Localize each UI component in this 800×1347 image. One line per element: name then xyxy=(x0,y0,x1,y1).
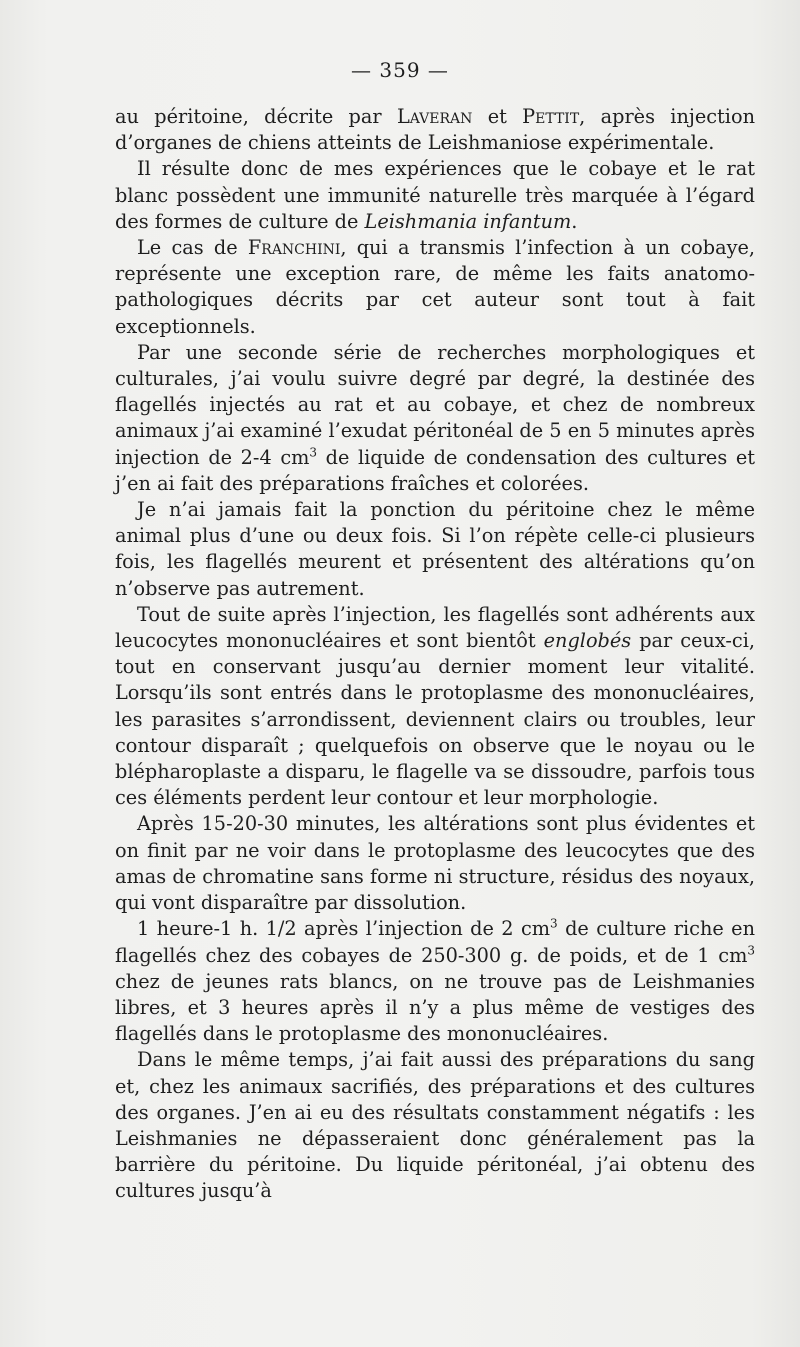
author-name: Pettit xyxy=(522,105,580,128)
paragraph xyxy=(115,235,755,340)
italic-term: Leishmania infantum xyxy=(364,209,572,233)
superscript: 3 xyxy=(747,943,755,958)
author-name: Franchini xyxy=(247,236,341,260)
italic-term: englobés xyxy=(543,629,632,653)
paragraph xyxy=(115,811,755,916)
text-run: Dans le même temps, j’ai fait aussi des préparations du sang et, chez les animaux sacrifiés, des préparations et des cultures des organes. J’en ai eu des résultats constamment négatifs : les Leishmanies ne dépasseraient donc généralement pas la barrière du péritoine. Du liquide péritonéal, j’ai obtenu des cultures jusqu’à xyxy=(115,1048,755,1203)
text-run: chez de jeunes rats blancs, on ne trouve pas de Leishmanies libres, et 3 heures après il n’y a plus même de vestiges des flagellés dans le protoplasme des mononucléaires. xyxy=(115,969,755,1046)
text-run: , après injection d’organes de chiens atteints de Leishmaniose expérimentale. xyxy=(115,105,755,155)
paragraph xyxy=(115,1047,755,1204)
paragraph xyxy=(115,104,755,156)
superscript: 3 xyxy=(550,916,558,931)
text-run: de liquide de condensation des cultures et j’en ai fait des préparations fraîches et colorées. xyxy=(115,445,755,495)
paragraph xyxy=(115,340,755,497)
text-run: Par une seconde série de recherches morphologiques et culturales, j’ai voulu suivre degré par degré, la destinée des flagellés injectés au rat et au cobaye, et chez de nombreux animaux j’ai examiné l’exudat péritonéal de 5 en 5 minutes après injection de 2-4 cm xyxy=(115,340,755,469)
text-run: par ceux-ci, tout en conservant jusqu’au dernier moment leur vitalité. Lorsqu’ils sont entrés dans le protoplasme des mononucléaires, les parasites s’arrondissent, deviennent clairs ou troubles, leur contour disparaît ; quelquefois on observe que le noyau ou le blépharoplaste a disparu, le flagelle va se dissoudre, parfois tous ces éléments perdent leur contour et leur morphologie. xyxy=(115,629,755,810)
text-run: de culture riche en flagellés chez des cobayes de 250-300 g. de poids, et de 1 cm xyxy=(115,917,755,967)
paragraph xyxy=(115,156,755,235)
body-text xyxy=(115,104,755,1205)
paragraph xyxy=(115,916,755,1047)
text-run: au péritoine, décrite par xyxy=(115,105,397,128)
page-number: — 359 — xyxy=(351,58,449,82)
text-run: Je n’ai jamais fait la ponction du péritoine chez le même animal plus d’une ou deux fois. Si l’on répète celle-ci plusieurs fois, les flagellés meurent et présentent des altérations qu’on n’observe pas autrement. xyxy=(115,498,755,600)
superscript: 3 xyxy=(309,445,318,460)
paragraph xyxy=(115,602,755,812)
text-run: , qui a transmis l’infection à un cobaye, représente une exception rare, de même les faits anatomo-pathologiques décrits par cet auteur sont tout à fait exceptionnels. xyxy=(115,236,756,338)
paragraph xyxy=(115,497,755,602)
text-run: Il résulte donc de mes expériences que le cobaye et le rat blanc possèdent une immunité naturelle très marquée à l’égard des formes de culture de xyxy=(115,157,755,233)
text-run: Le cas de xyxy=(137,236,248,260)
text-run: et xyxy=(472,105,523,128)
author-name: Laveran xyxy=(396,105,473,128)
text-run: . xyxy=(571,209,578,233)
text-run: Tout de suite après l’injection, les flagellés sont adhérents aux leucocytes mononucléaires et sont bientôt xyxy=(115,602,755,653)
text-run: 1 heure-1 h. 1/2 après l’injection de 2 cm xyxy=(137,917,551,941)
text-run: Après 15-20-30 minutes, les altérations sont plus évidentes et on finit par ne voir dans le protoplasme des leucocytes que des amas de chromatine sans forme ni structure, résidus des noyaux, qui vont disparaître par dissolution. xyxy=(115,812,755,915)
